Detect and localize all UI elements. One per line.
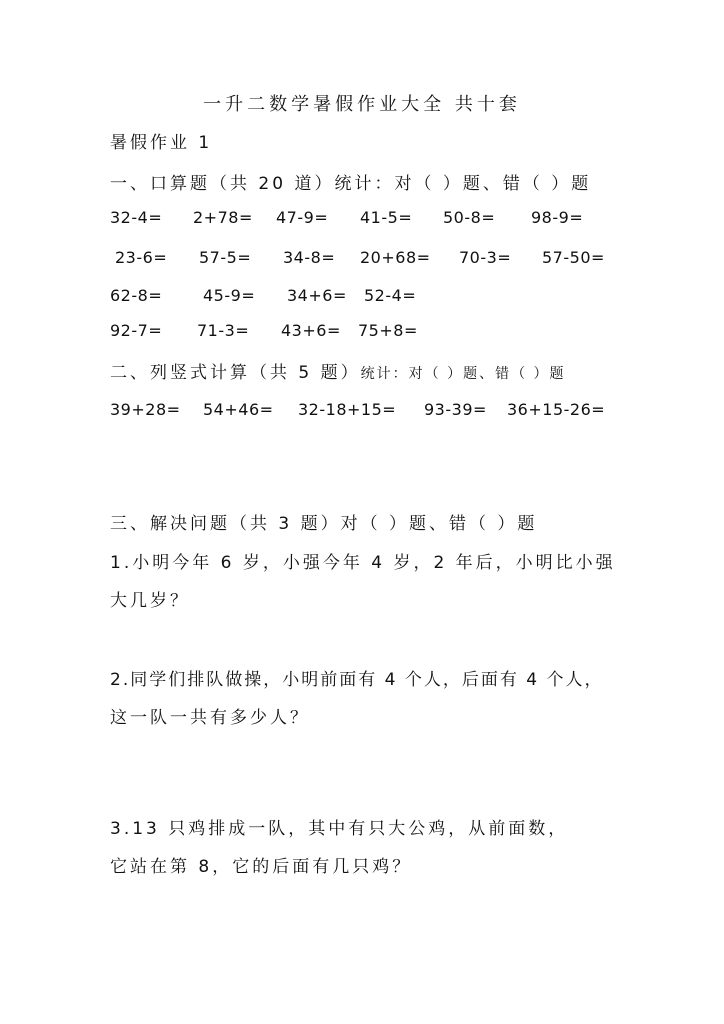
equation: 23-6= [115, 248, 168, 267]
equation: 75+8= [358, 321, 418, 340]
document-title: 一升二数学暑假作业大全 共十套 [203, 94, 521, 115]
equation: 70-3= [459, 248, 512, 267]
problem-3-line2: 它站在第 8，它的后面有几只鸡？ [110, 857, 413, 877]
equation: 32-4= [110, 208, 163, 227]
section2-stats: 统计：对（ ）题、错（ ）题 [360, 366, 566, 382]
equation: 45-9= [203, 286, 256, 305]
problem-2-line1: 2.同学们排队做操，小明前面有 4 个人，后面有 4 个人， [110, 670, 604, 690]
equation: 34-8= [283, 248, 336, 267]
equation: 57-5= [199, 248, 252, 267]
section2-heading [110, 362, 566, 385]
equation: 52-4= [364, 286, 417, 305]
equation: 93-39= [424, 400, 487, 419]
assignment-subtitle: 暑假作业 1 [110, 133, 213, 153]
equation: 47-9= [276, 208, 329, 227]
problem-2-line2: 这一队一共有多少人？ [110, 708, 310, 728]
equation: 57-50= [542, 248, 605, 267]
equation: 34+6= [287, 286, 347, 305]
section1-heading: 一、口算题（共 20 道）统计：对（ ）题、错（ ）题 [110, 174, 592, 194]
equation: 92-7= [110, 321, 163, 340]
equation: 39+28= [110, 400, 181, 419]
equation: 2+78= [193, 208, 253, 227]
equation: 32-18+15= [298, 400, 397, 419]
equation: 43+6= [281, 321, 341, 340]
equation: 41-5= [360, 208, 413, 227]
equation: 50-8= [443, 208, 496, 227]
section2-title: 二、列竖式计算（共 5 题） [110, 363, 361, 383]
problem-3-line1: 3.13 只鸡排成一队，其中有只大公鸡，从前面数， [110, 819, 569, 839]
equation: 20+68= [360, 248, 431, 267]
section3-heading: 三、解决问题（共 3 题）对（ ）题、错（ ）题 [110, 514, 538, 534]
problem-1-line2: 大几岁？ [110, 591, 190, 611]
equation: 36+15-26= [507, 400, 606, 419]
equation: 71-3= [197, 321, 250, 340]
equation: 54+46= [203, 400, 274, 419]
problem-1-line1: 1.小明今年 6 岁，小强今年 4 岁，2 年后，小明比小强 [110, 553, 616, 573]
equation: 98-9= [531, 208, 584, 227]
equation: 62-8= [110, 286, 163, 305]
